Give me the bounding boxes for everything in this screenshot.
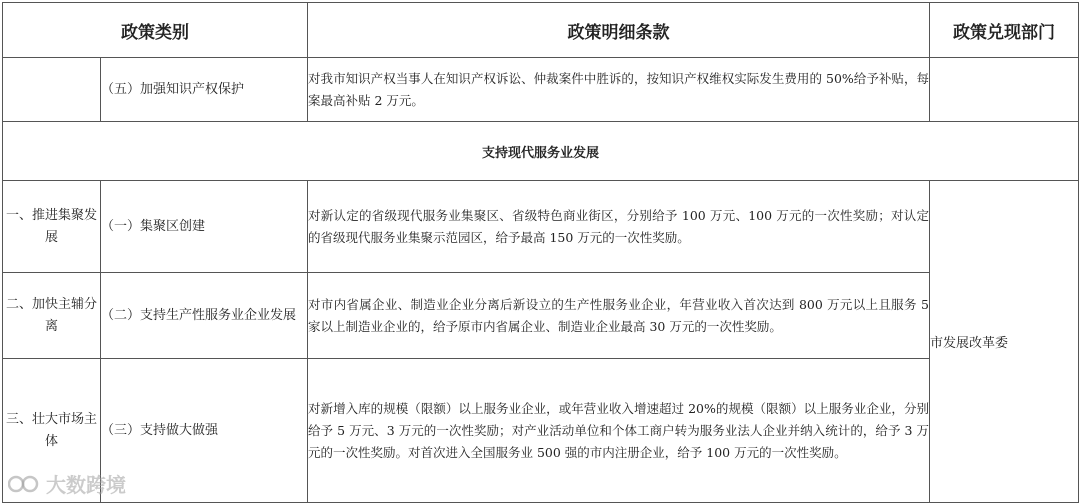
table-row: [3, 359, 1079, 503]
detail-cell: 对新认定的省级现代服务业集聚区、省级特色商业街区，分别给予 100 万元、100 万元的一次性奖励；对认定的省级现代服务业集聚示范园区，给予最高 150 万元的一次性奖励。: [308, 181, 930, 273]
watermark-logo-icon: [8, 473, 42, 495]
policy-table: [2, 2, 1079, 503]
detail-cell: 对市内省属企业、制造业企业分离后新设立的生产性服务业企业，年营业收入首次达到 800 万元以上且服务 5 家以上制造业企业的，给予原市内省属企业、制造业企业最高 30 万元的一次性奖励。: [308, 273, 930, 359]
subcategory-cell: （五）加强知识产权保护: [101, 58, 308, 122]
subcategory-cell: （三）支持做大做强: [101, 359, 308, 503]
section-row: [3, 122, 1079, 181]
category-cell: 一、推进集聚发展: [3, 181, 101, 273]
header-department: 政策兑现部门: [930, 3, 1079, 58]
department-cell: 市发展改革委: [930, 181, 1079, 503]
section-title: 支持现代服务业发展: [3, 122, 1079, 181]
table-row: [3, 181, 1079, 273]
detail-cell: 对新增入库的规模（限额）以上服务业企业，或年营业收入增速超过 20%的规模（限额）以上服务业企业，分别给予 5 万元、3 万元的一次性奖励；对产业活动单位和个体工商户转为服务业法人企业并纳入统计的，给予 3 万元的一次性奖励。对首次进入全国服务业 500 强的市内注册企业，给予 100 万元的一次性奖励。: [308, 359, 930, 503]
watermark: [8, 469, 126, 498]
department-cell-empty: [930, 58, 1079, 122]
table-row-ip: [3, 58, 1079, 122]
subcategory-cell: （一）集聚区创建: [101, 181, 308, 273]
header-category: 政策类别: [3, 3, 308, 58]
category-cell: 三、壮大市场主体: [3, 359, 101, 503]
category-cell: 二、加快主辅分离: [3, 273, 101, 359]
detail-cell: 对我市知识产权当事人在知识产权诉讼、仲裁案件中胜诉的，按知识产权维权实际发生费用的 50%给予补贴，每案最高补贴 2 万元。: [308, 58, 930, 122]
watermark-text: 大数跨境: [46, 473, 126, 497]
subcategory-cell: （二）支持生产性服务业企业发展: [101, 273, 308, 359]
table-row: [3, 273, 1079, 359]
header-detail: 政策明细条款: [308, 3, 930, 58]
category-cell-empty: [3, 58, 101, 122]
header-row: [3, 3, 1079, 58]
